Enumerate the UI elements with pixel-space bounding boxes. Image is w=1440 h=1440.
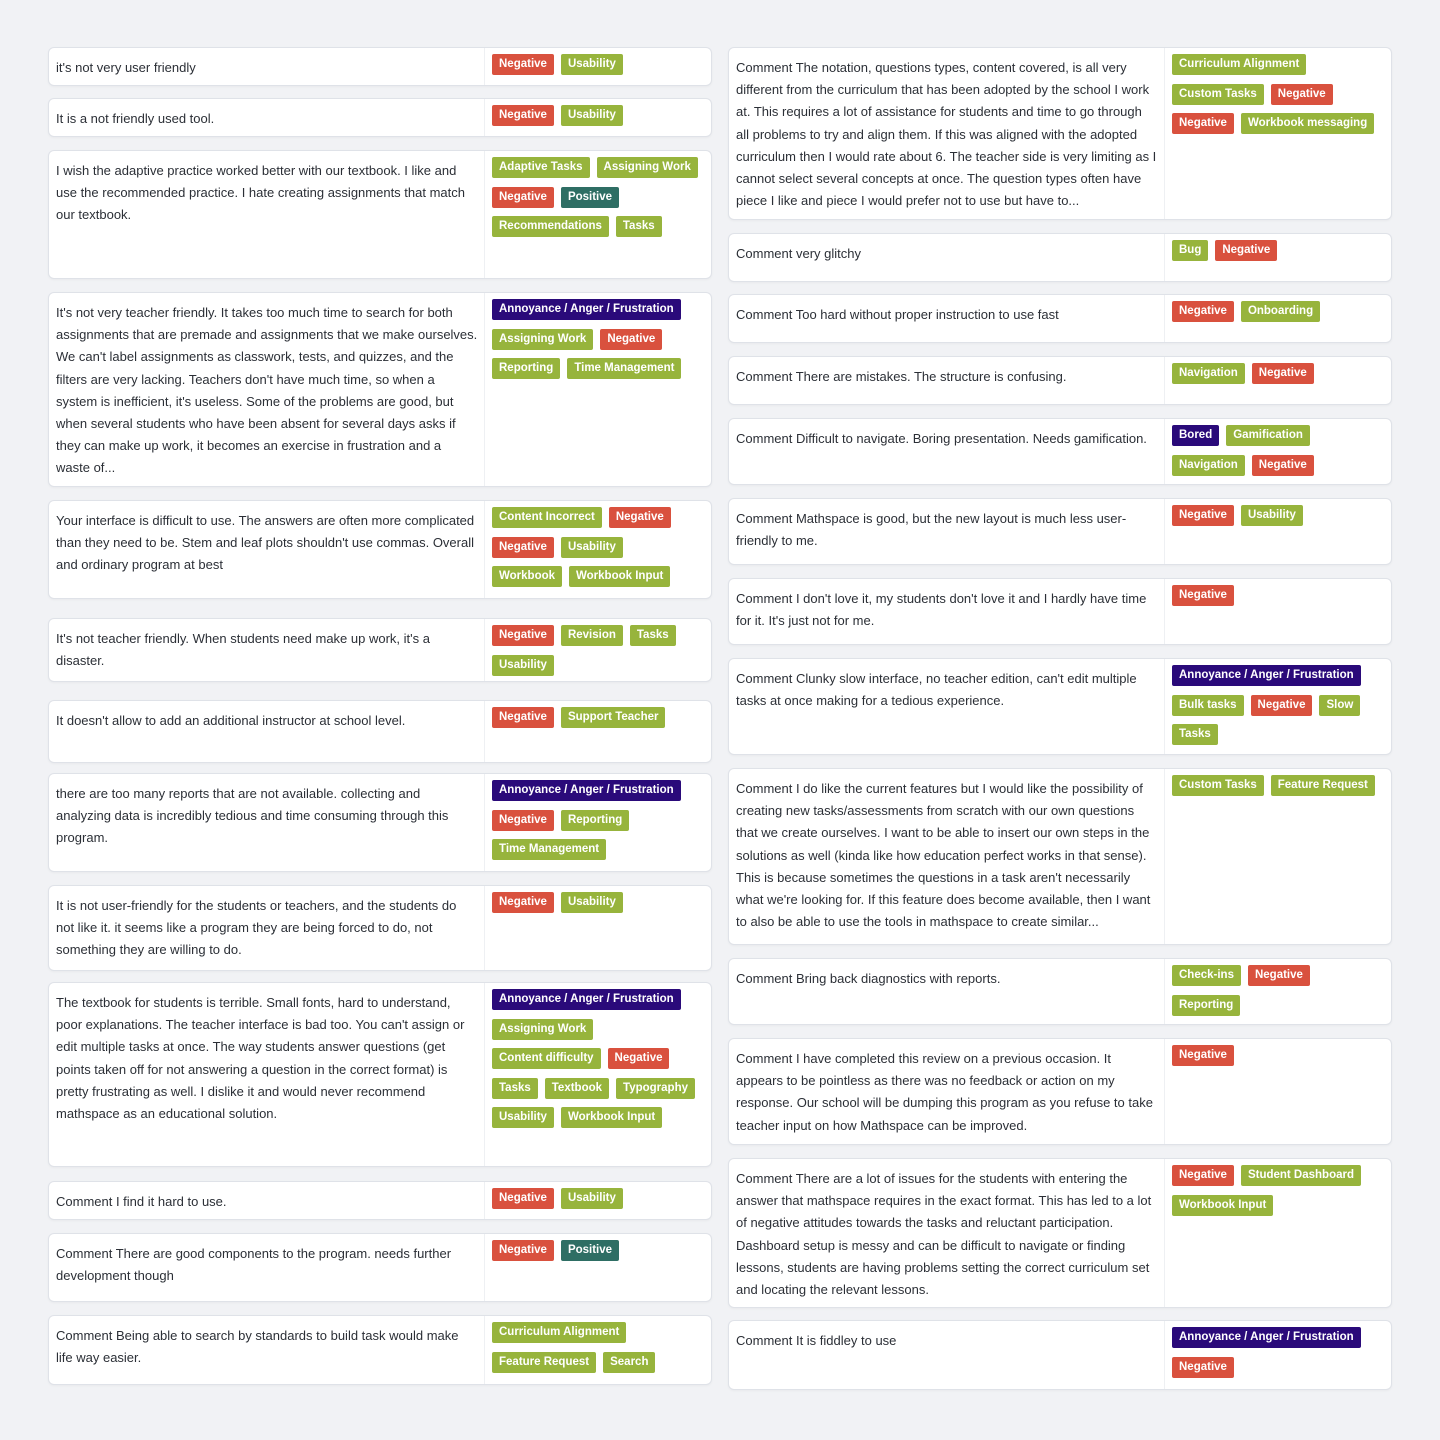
tag-student-dashboard[interactable]: Student Dashboard [1241, 1165, 1361, 1186]
feedback-tag-list [485, 886, 711, 970]
feedback-comment-text: Comment Being able to search by standards to build task would make life way easier. [49, 1316, 485, 1384]
feedback-tag-list [485, 619, 711, 681]
tag-annoyance-anger-frustration[interactable]: Annoyance / Anger / Frustration [492, 299, 681, 320]
tag-negative[interactable]: Negative [492, 105, 554, 126]
feedback-card[interactable] [48, 47, 712, 86]
feedback-comment-text: Comment There are mistakes. The structure is confusing. [729, 357, 1165, 404]
tag-bug[interactable]: Bug [1172, 240, 1208, 261]
feedback-card[interactable] [728, 768, 1392, 945]
tag-search[interactable]: Search [603, 1352, 655, 1373]
tag-negative[interactable]: Negative [609, 507, 671, 528]
tag-revision[interactable]: Revision [561, 625, 623, 646]
tag-tasks[interactable]: Tasks [492, 1078, 538, 1099]
tag-annoyance-anger-frustration[interactable]: Annoyance / Anger / Frustration [492, 780, 681, 801]
tag-gamification[interactable]: Gamification [1226, 425, 1310, 446]
tag-curriculum-alignment[interactable]: Curriculum Alignment [492, 1322, 626, 1343]
tag-negative[interactable]: Negative [492, 625, 554, 646]
feedback-card[interactable] [728, 958, 1392, 1025]
tag-reporting[interactable]: Reporting [561, 810, 629, 831]
feedback-tag-list [1165, 357, 1391, 404]
tag-custom-tasks[interactable]: Custom Tasks [1172, 84, 1264, 105]
tag-bulk-tasks[interactable]: Bulk tasks [1172, 695, 1244, 716]
feedback-comment-text: It's not teacher friendly. When students need make up work, it's a disaster. [49, 619, 485, 681]
tag-adaptive-tasks[interactable]: Adaptive Tasks [492, 157, 590, 178]
feedback-comment-text: Comment There are good components to the program. needs further development though [49, 1234, 485, 1301]
tag-navigation[interactable]: Navigation [1172, 455, 1245, 476]
tag-negative[interactable]: Negative [1172, 113, 1234, 134]
tag-positive[interactable]: Positive [561, 1240, 619, 1261]
feedback-tag-list [1165, 579, 1391, 644]
tag-content-incorrect[interactable]: Content Incorrect [492, 507, 602, 528]
feedback-card[interactable] [48, 982, 712, 1167]
feedback-tag-list [485, 151, 711, 278]
tag-tasks[interactable]: Tasks [630, 625, 676, 646]
feedback-tag-list [1165, 769, 1391, 944]
tag-annoyance-anger-frustration[interactable]: Annoyance / Anger / Frustration [492, 989, 681, 1010]
tag-curriculum-alignment[interactable]: Curriculum Alignment [1172, 54, 1306, 75]
feedback-comment-text: Comment I don't love it, my students don't love it and I hardly have time for it. It's just not for me. [729, 579, 1165, 644]
tag-negative[interactable]: Negative [1172, 585, 1234, 606]
feedback-card[interactable] [48, 700, 712, 763]
feedback-card[interactable] [728, 233, 1392, 282]
tag-negative[interactable]: Negative [492, 54, 554, 75]
feedback-card[interactable] [728, 1158, 1392, 1308]
tag-negative[interactable]: Negative [600, 329, 662, 350]
feedback-comment-text: Comment I have completed this review on a previous occasion. It appears to be pointless as there was no feedback or action on my response. Our school will be dumping this program as you refuse to take teacher input on how Mathspace can be improved. [729, 1039, 1165, 1144]
tag-recommendations[interactable]: Recommendations [492, 216, 609, 237]
feedback-card[interactable] [48, 500, 712, 599]
tag-feature-request[interactable]: Feature Request [1271, 775, 1375, 796]
tag-assigning-work[interactable]: Assigning Work [597, 157, 698, 178]
tag-time-management[interactable]: Time Management [567, 358, 681, 379]
feedback-comment-text: Comment I do like the current features but I would like the possibility of creating new tasks/assessments from scratch with our own questions that we create ourselves. I want to be able to insert our own steps in the solutions as well (kinda like how education perfect works in that sense). This is because sometimes the questions in a task aren't necessarily what we're looking for. If this feature does become available, then I want to also be able to use the tools in mathspace to create similar... [729, 769, 1165, 944]
tag-support-teacher[interactable]: Support Teacher [561, 707, 666, 728]
tag-positive[interactable]: Positive [561, 187, 619, 208]
feedback-card[interactable] [728, 578, 1392, 645]
feedback-comment-text: It doesn't allow to add an additional instructor at school level. [49, 701, 485, 762]
feedback-tag-list [1165, 959, 1391, 1024]
tag-negative[interactable]: Negative [492, 187, 554, 208]
tag-custom-tasks[interactable]: Custom Tasks [1172, 775, 1264, 796]
feedback-card[interactable] [48, 150, 712, 279]
feedback-tag-list [1165, 419, 1391, 484]
feedback-card[interactable] [728, 498, 1392, 565]
feedback-comment-text: there are too many reports that are not available. collecting and analyzing data is incredibly tedious and time consuming through this program. [49, 774, 485, 871]
feedback-comment-text: Comment It is fiddley to use [729, 1321, 1165, 1389]
tag-feature-request[interactable]: Feature Request [492, 1352, 596, 1373]
feedback-card[interactable] [728, 658, 1392, 755]
feedback-card[interactable] [48, 885, 712, 971]
feedback-tag-list [1165, 1039, 1391, 1144]
feedback-comment-text: Comment very glitchy [729, 234, 1165, 281]
feedback-tag-list [485, 1182, 711, 1219]
tag-onboarding[interactable]: Onboarding [1241, 301, 1320, 322]
feedback-comment-text: Comment I find it hard to use. [49, 1182, 485, 1219]
feedback-card[interactable] [48, 618, 712, 682]
tag-reporting[interactable]: Reporting [492, 358, 560, 379]
feedback-card[interactable] [48, 98, 712, 137]
feedback-tag-list [485, 1316, 711, 1384]
feedback-tag-list [485, 701, 711, 762]
tag-negative[interactable]: Negative [1172, 1165, 1234, 1186]
feedback-comment-text: Comment Too hard without proper instruction to use fast [729, 295, 1165, 342]
tag-negative[interactable]: Negative [1248, 965, 1310, 986]
feedback-tag-list [485, 48, 711, 85]
feedback-tag-list [485, 983, 711, 1166]
feedback-card[interactable] [48, 773, 712, 872]
tag-assigning-work[interactable]: Assigning Work [492, 329, 593, 350]
tag-negative[interactable]: Negative [492, 537, 554, 558]
tag-negative[interactable]: Negative [1251, 695, 1313, 716]
feedback-comment-text: Comment There are a lot of issues for the students with entering the answer that mathspace requires in the exact format. This has led to a lot of negative attitudes towards the tasks and reluctant participation. Dashboard setup is messy and can be difficult to navigate or finding lessons, students are having problems setting the correct curriculum set and locating the relevant lessons. [729, 1159, 1165, 1307]
feedback-tag-list [1165, 1321, 1391, 1389]
tag-tasks[interactable]: Tasks [1172, 724, 1218, 745]
tag-negative[interactable]: Negative [492, 892, 554, 913]
feedback-comment-text: Comment Clunky slow interface, no teacher edition, can't edit multiple tasks at once making for a tedious experience. [729, 659, 1165, 754]
feedback-card[interactable] [728, 418, 1392, 485]
feedback-tag-list [1165, 659, 1391, 754]
tag-negative[interactable]: Negative [492, 1240, 554, 1261]
tag-textbook[interactable]: Textbook [545, 1078, 609, 1099]
tag-negative[interactable]: Negative [492, 1188, 554, 1209]
feedback-card[interactable] [728, 1320, 1392, 1390]
tag-reporting[interactable]: Reporting [1172, 995, 1240, 1016]
feedback-tag-list [1165, 48, 1391, 219]
tag-typography[interactable]: Typography [616, 1078, 695, 1099]
feedback-card[interactable] [48, 1315, 712, 1385]
feedback-comment-text: It is not user-friendly for the students or teachers, and the students do not like it. it seems like a program they are being forced to do, not something they are willing to do. [49, 886, 485, 970]
feedback-card[interactable] [48, 292, 712, 487]
feedback-tag-list [485, 774, 711, 871]
tag-slow[interactable]: Slow [1319, 695, 1360, 716]
feedback-tag-list [1165, 499, 1391, 564]
tag-negative[interactable]: Negative [608, 1048, 670, 1069]
tag-usability[interactable]: Usability [492, 655, 554, 676]
feedback-comment-text: Comment The notation, questions types, content covered, is all very different from the curriculum that has been adopted by the school I work at. This requires a lot of assistance for students and time to go through all problems to try and align them. If this was aligned with the adopted curriculum then I would rate about 6. The teacher side is very limiting as I cannot select several concepts at once. The question types often have piece I like and piece I would prefer not to use but have to... [729, 48, 1165, 219]
tag-annoyance-anger-frustration[interactable]: Annoyance / Anger / Frustration [1172, 665, 1361, 686]
feedback-card[interactable] [728, 47, 1392, 220]
tag-negative[interactable]: Negative [1252, 363, 1314, 384]
tag-annoyance-anger-frustration[interactable]: Annoyance / Anger / Frustration [1172, 1327, 1361, 1348]
tag-tasks[interactable]: Tasks [616, 216, 662, 237]
tag-workbook[interactable]: Workbook [492, 566, 562, 587]
tag-workbook-input[interactable]: Workbook Input [561, 1107, 662, 1128]
tag-check-ins[interactable]: Check-ins [1172, 965, 1241, 986]
tag-usability[interactable]: Usability [1241, 505, 1303, 526]
tag-workbook-input[interactable]: Workbook Input [569, 566, 670, 587]
tag-workbook-messaging[interactable]: Workbook messaging [1241, 113, 1374, 134]
tag-negative[interactable]: Negative [1252, 455, 1314, 476]
feedback-comment-text: Comment Mathspace is good, but the new layout is much less user-friendly to me. [729, 499, 1165, 564]
tag-content-difficulty[interactable]: Content difficulty [492, 1048, 601, 1069]
feedback-comment-text: The textbook for students is terrible. Small fonts, hard to understand, poor explanations. The teacher interface is bad too. You can't assign or edit multiple tasks at once. The way students answer questions (get points taken off for not answering a question in the correct format) is pretty frustrating as well. I dislike it and would never recommend mathspace as an educational solution. [49, 983, 485, 1166]
tag-negative[interactable]: Negative [492, 707, 554, 728]
tag-navigation[interactable]: Navigation [1172, 363, 1245, 384]
feedback-card[interactable] [728, 1038, 1392, 1145]
feedback-tag-list [485, 99, 711, 136]
feedback-card[interactable] [48, 1181, 712, 1220]
feedback-card[interactable] [48, 1233, 712, 1302]
tag-negative[interactable]: Negative [1172, 1045, 1234, 1066]
feedback-tag-list [1165, 234, 1391, 281]
tag-usability[interactable]: Usability [561, 105, 623, 126]
feedback-card[interactable] [728, 294, 1392, 343]
tag-time-management[interactable]: Time Management [492, 839, 606, 860]
feedback-tag-list [1165, 1159, 1391, 1307]
tag-negative[interactable]: Negative [1172, 1357, 1234, 1378]
tag-negative[interactable]: Negative [1172, 505, 1234, 526]
tag-usability[interactable]: Usability [561, 892, 623, 913]
feedback-comment-text: it's not very user friendly [49, 48, 485, 85]
tag-bored[interactable]: Bored [1172, 425, 1219, 446]
tag-usability[interactable]: Usability [561, 54, 623, 75]
tag-usability[interactable]: Usability [492, 1107, 554, 1128]
tag-negative[interactable]: Negative [1215, 240, 1277, 261]
feedback-comment-text: It is a not friendly used tool. [49, 99, 485, 136]
tag-negative[interactable]: Negative [1172, 301, 1234, 322]
feedback-comment-text: Your interface is difficult to use. The answers are often more complicated than they need to be. Stem and leaf plots shouldn't use commas. Overall and ordinary program at best [49, 501, 485, 598]
tag-usability[interactable]: Usability [561, 537, 623, 558]
tag-negative[interactable]: Negative [1271, 84, 1333, 105]
feedback-card[interactable] [728, 356, 1392, 405]
tag-assigning-work[interactable]: Assigning Work [492, 1019, 593, 1040]
feedback-tag-list [485, 1234, 711, 1301]
tag-negative[interactable]: Negative [492, 810, 554, 831]
tag-usability[interactable]: Usability [561, 1188, 623, 1209]
feedback-comment-text: Comment Difficult to navigate. Boring presentation. Needs gamification. [729, 419, 1165, 484]
feedback-comment-text: It's not very teacher friendly. It takes too much time to search for both assignments that are premade and assignments that we make ourselves. We can't label assignments as classwork, tests, and quizzes, and the filters are very lacking. Teachers don't have much time, so when a system is inefficient, it's useless. Some of the problems are good, but when several students who have been absent for several days asks if they can make up work, it becomes an exercise in frustration and a waste of... [49, 293, 485, 486]
tag-workbook-input[interactable]: Workbook Input [1172, 1195, 1273, 1216]
feedback-tag-list [485, 293, 711, 486]
feedback-comment-text: I wish the adaptive practice worked better with our textbook. I like and use the recommended practice. I hate creating assignments that match our textbook. [49, 151, 485, 278]
feedback-comment-text: Comment Bring back diagnostics with reports. [729, 959, 1165, 1024]
feedback-tag-list [485, 501, 711, 598]
feedback-tag-list [1165, 295, 1391, 342]
